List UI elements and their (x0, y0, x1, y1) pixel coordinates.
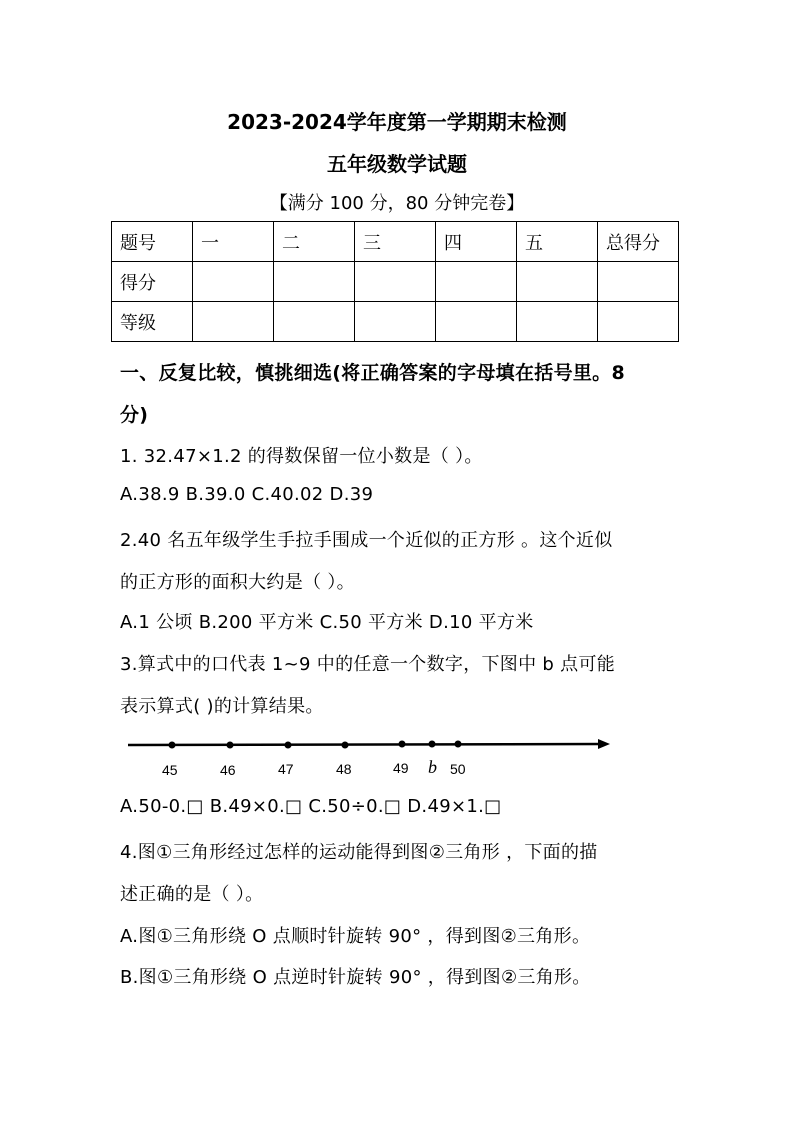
number-line-point (227, 742, 234, 749)
question-4-stem-cont: 述正确的是（ ）。 (120, 884, 264, 905)
grade-cell (193, 302, 274, 342)
score-cell (436, 262, 517, 302)
number-line-point (399, 741, 406, 748)
table-header-cell: 五 (517, 222, 598, 262)
score-table-row (112, 302, 679, 342)
grade-cell (355, 302, 436, 342)
grade-cell (517, 302, 598, 342)
score-table-header-row (112, 222, 679, 262)
score-cell (355, 262, 436, 302)
question-3-stem-cont: 表示算式( )的计算结果。 (120, 696, 324, 717)
question-4-option-b: B.图①三角形绕 O 点逆时针旋转 90° ，得到图②三角形。 (120, 967, 591, 988)
table-header-cell: 四 (436, 222, 517, 262)
number-line-arrow (598, 739, 610, 749)
number-line-point (285, 742, 292, 749)
number-line-point (169, 742, 176, 749)
score-cell (517, 262, 598, 302)
question-4-option-a: A.图①三角形绕 O 点顺时针旋转 90° ，得到图②三角形。 (120, 926, 591, 947)
question-1-options: A.38.9 B.39.0 C.40.02 D.39 (120, 484, 374, 505)
number-line-figure (126, 728, 616, 784)
question-1-stem: 1. 32.47×1.2 的得数保留一位小数是（ ）。 (120, 446, 483, 467)
question-4-stem: 4.图①三角形经过怎样的运动能得到图②三角形 ，下面的描 (120, 842, 598, 863)
grade-cell (436, 302, 517, 342)
question-2-options: A.1 公顷 B.200 平方米 C.50 平方米 D.10 平方米 (120, 612, 534, 633)
number-line-axis (128, 744, 604, 745)
table-header-cell: 三 (355, 222, 436, 262)
number-line-label-b: b (428, 757, 437, 777)
exam-note: 【满分 100 分，80 分钟完卷】 (269, 193, 525, 214)
table-header-cell: 总得分 (598, 222, 679, 262)
section-heading-cont: 分) (120, 404, 149, 426)
number-line-point (429, 741, 436, 748)
score-cell (598, 262, 679, 302)
table-header-cell: 题号 (112, 222, 193, 262)
exam-subtitle: 五年级数学试题 (327, 152, 467, 176)
score-table (111, 221, 679, 342)
exam-title: 2023-2024学年度第一学期期末检测 (227, 110, 567, 134)
table-header-cell: 一 (193, 222, 274, 262)
score-table-row (112, 262, 679, 302)
number-line-point (455, 741, 462, 748)
question-2-stem-cont: 的正方形的面积大约是（ ）。 (120, 572, 355, 593)
row-label: 等级 (112, 302, 193, 342)
number-line-label: 49 (393, 760, 409, 776)
question-2-stem: 2.40 名五年级学生手拉手围成一个近似的正方形 。这个近似 (120, 530, 613, 551)
score-cell (193, 262, 274, 302)
number-line-label: 46 (220, 762, 236, 778)
row-label: 得分 (112, 262, 193, 302)
section-heading: 一、反复比较，慎挑细选(将正确答案的字母填在括号里。8 (120, 362, 626, 384)
table-header-cell: 二 (274, 222, 355, 262)
score-cell (274, 262, 355, 302)
number-line-label: 47 (278, 761, 294, 777)
number-line-point (342, 742, 349, 749)
number-line-label: 50 (450, 761, 466, 777)
question-3-stem: 3.算式中的口代表 1~9 中的任意一个数字，下图中 b 点可能 (120, 654, 616, 675)
grade-cell (274, 302, 355, 342)
question-3-options: A.50-0.□ B.49×0.□ C.50÷0.□ D.49×1.□ (120, 796, 502, 817)
number-line-label: 45 (162, 762, 178, 778)
number-line-label: 48 (336, 761, 352, 777)
grade-cell (598, 302, 679, 342)
